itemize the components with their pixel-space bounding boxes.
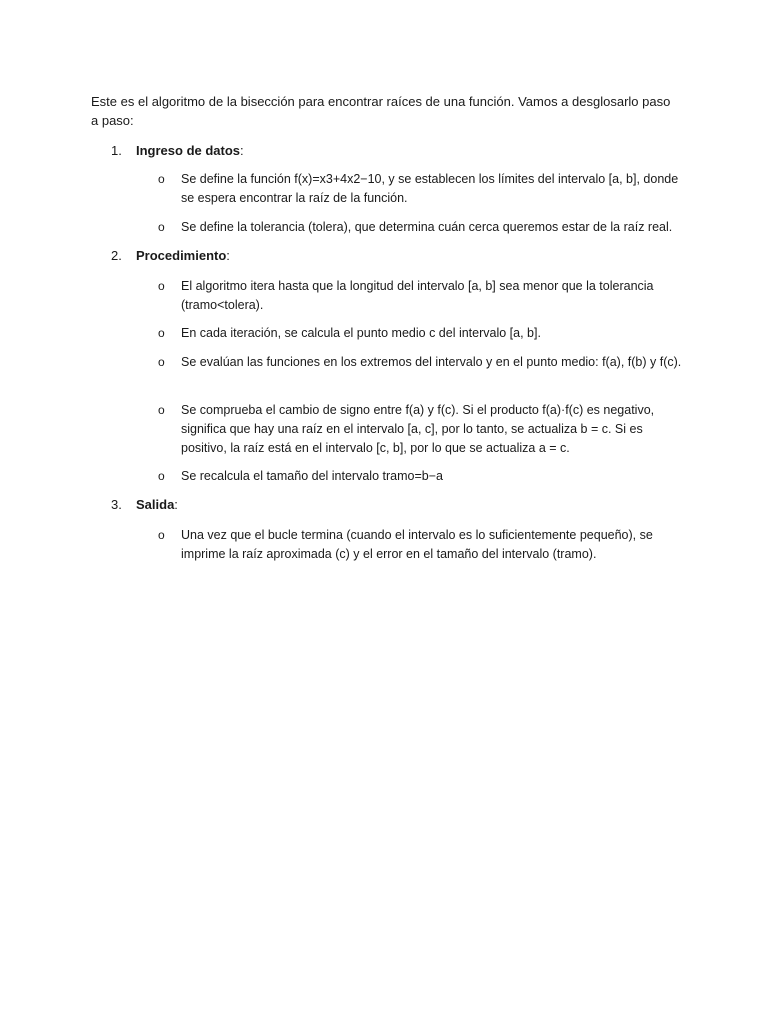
bullet-icon: o: [158, 326, 165, 340]
list-item: Se evalúan las funciones en los extremos del intervalo y en el punto medio: f(a), f(b) y f(c).: [181, 355, 682, 369]
bullet-icon: o: [158, 220, 165, 234]
section-heading-1: [136, 141, 244, 160]
bullet-icon: o: [158, 403, 165, 417]
section-heading-2: [136, 246, 230, 265]
list-item: Se define la tolerancia (tolera), que determina cuán cerca queremos estar de la raíz real.: [181, 220, 673, 234]
list-item: El algoritmo itera hasta que la longitud del intervalo [a, b] sea menor que la tolerancia (tramo<tolera).: [181, 279, 654, 312]
bullet-icon: o: [158, 469, 165, 483]
section-number-2: 2.: [111, 248, 122, 263]
intro-paragraph: Este es el algoritmo de la bisección para encontrar raíces de una función. Vamos a desglosarlo paso a paso:: [91, 94, 671, 128]
bullet-icon: o: [158, 355, 165, 369]
section-title-3: Salida: [136, 497, 175, 512]
section-colon-1: :: [240, 143, 244, 158]
bullet-icon: o: [158, 279, 165, 293]
bullet-icon: o: [158, 528, 165, 542]
list-item: Se comprueba el cambio de signo entre f(a) y f(c). Si el producto f(a)·f(c) es negativo, significa que hay una raíz en el intervalo [a, c], por lo tanto, se actualiza b = c. Si es positivo, la raíz está en el intervalo [c, b], por lo que se actualiza a = c.: [181, 403, 655, 455]
section-number-3: 3.: [111, 497, 122, 512]
section-title-2: Procedimiento: [136, 248, 227, 263]
section-heading-3: [136, 495, 178, 514]
bullet-icon: o: [158, 172, 165, 186]
list-item: Se define la función f(x)=x3+4x2−10, y se establecen los límites del intervalo [a, b], donde se espera encontrar la raíz de la función.: [181, 172, 679, 205]
list-item: En cada iteración, se calcula el punto medio c del intervalo [a, b].: [181, 326, 541, 340]
section-colon-3: :: [174, 497, 178, 512]
list-item: Una vez que el bucle termina (cuando el intervalo es lo suficientemente pequeño), se imprime la raíz aproximada (c) y el error en el tamaño del intervalo (tramo).: [181, 528, 653, 561]
section-title-1: Ingreso de datos: [136, 143, 241, 158]
list-item: Se recalcula el tamaño del intervalo tramo=b−a: [181, 469, 443, 483]
section-colon-2: :: [226, 248, 230, 263]
section-number-1: 1.: [111, 143, 122, 158]
